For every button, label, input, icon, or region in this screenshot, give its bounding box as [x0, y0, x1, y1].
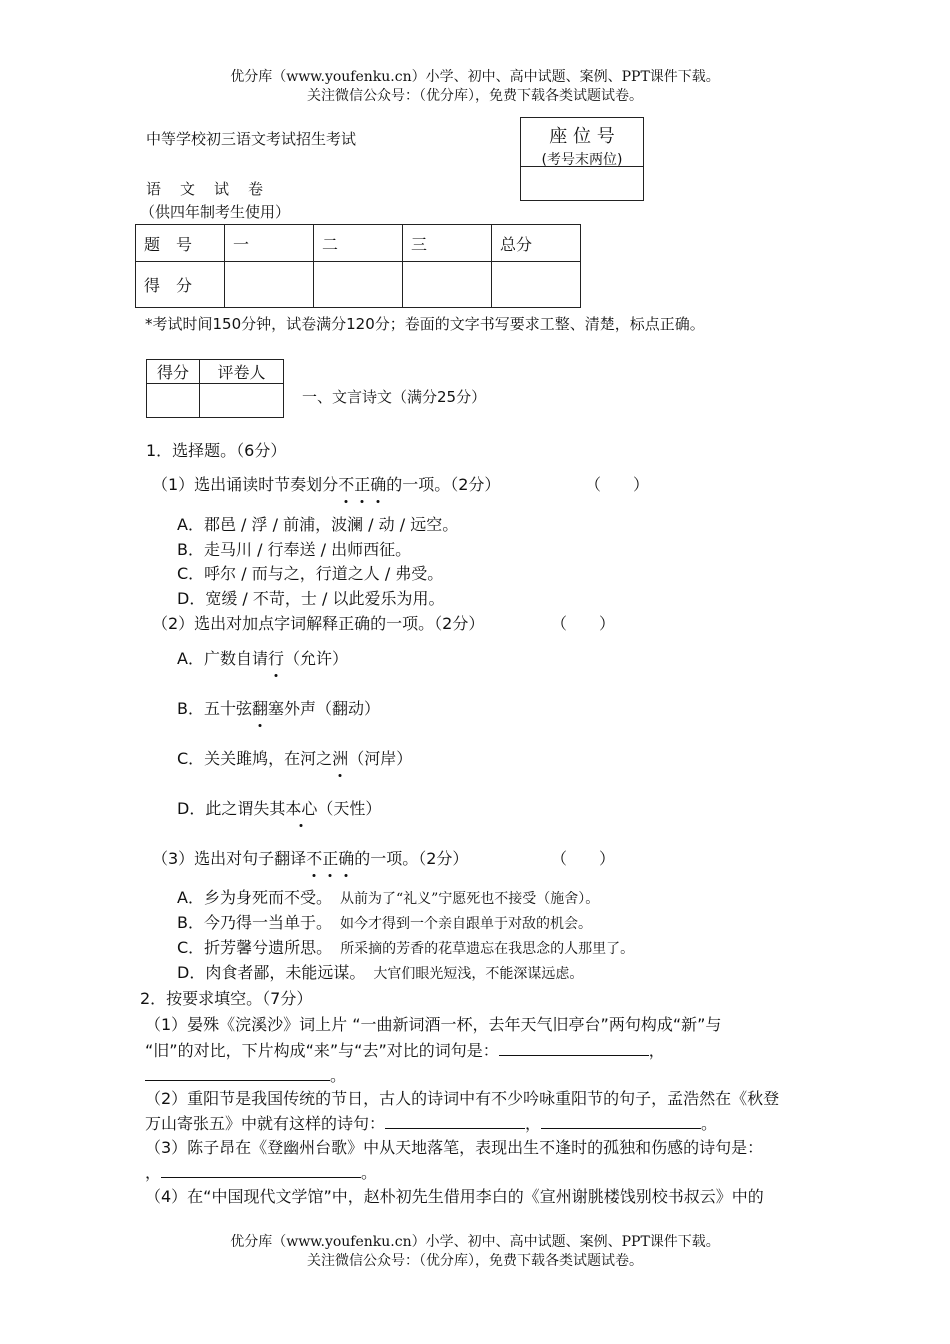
option-c: C．关关雎鸠，在河之洲（河岸）: [177, 746, 412, 769]
answer-paren[interactable]: （ ）: [551, 849, 616, 868]
option-b: B．走马川 / 行奉送 / 出师西征。: [177, 540, 412, 559]
score-cell[interactable]: [492, 262, 581, 308]
translation-text: 从前为了“礼义”宁愿死也不接受（施舍）。: [339, 891, 600, 907]
option-d: D．此之谓失其本心（天性）: [177, 796, 381, 819]
q2-item-2-line-1: （2）重阳节是我国传统的节日，古人的诗词中有不少吟咏重阳节的句子，孟浩然在《秋登: [145, 1089, 780, 1108]
header-line-1: 优分库（www.youfenku.cn）小学、初中、高中试题、案例、PPT课件下载。: [230, 69, 720, 85]
option-d: D．肉食者鄙，未能远谋。 大官们眼光短浅，不能深谋远虑。: [177, 963, 584, 982]
q2-item-1-line-1: （1）晏殊《浣溪沙》词上片 “一曲新词酒一杯，去年天气旧亭台”两句构成“新”与: [145, 1015, 722, 1034]
q2-item-1-line-3: 。: [145, 1063, 346, 1086]
score-row-label: 得 分: [136, 262, 225, 308]
prompt-text: （1）选出诵读时节奏划分: [152, 475, 339, 494]
dotted-char: 不: [306, 846, 322, 869]
seat-sublabel: (考号末两位): [541, 152, 623, 168]
q2-item-2-line-2: 万山寄张五》中就有这样的诗句： ， 。: [145, 1114, 718, 1133]
q2-item-4-line-1: （4）在“中国现代文学馆”中，赵朴初先生借用李白的《宣州谢朓楼饯别校书叔云》中的: [145, 1187, 764, 1206]
option-d: D．宽缓 / 不苛，士 / 以此爱乐为用。: [177, 589, 445, 608]
dotted-char: 确: [370, 472, 386, 495]
score-cell[interactable]: [314, 262, 403, 308]
seat-label: 座 位 号: [549, 126, 615, 147]
score-header-cell: 二: [314, 225, 403, 262]
exam-instructions: *考试时间150分钟，试卷满分120分；卷面的文字书写要求工整、清楚，标点正确。: [145, 315, 705, 333]
prompt-text: 的一项。（2分）: [354, 849, 469, 868]
q1-part-1-prompt: [152, 472, 500, 495]
translation-text: 如今才得到一个亲自跟单于对敌的机会。: [339, 916, 592, 932]
seat-number-box: [520, 117, 644, 201]
score-header-cell: 一: [225, 225, 314, 262]
dotted-char: 正: [322, 846, 338, 869]
grader-score-cell[interactable]: [147, 384, 200, 418]
dotted-char: 翻: [252, 696, 268, 719]
translation-text: 大官们眼光短浅，不能深谋远虑。: [373, 966, 584, 982]
option-a: A．乡为身死而不受。 从前为了“礼义”宁愿死也不接受（施舍）。: [177, 888, 600, 907]
answer-paren[interactable]: （ ）: [585, 475, 650, 494]
translation-text: 所采摘的芳香的花草遗忘在我思念的人那里了。: [340, 941, 635, 957]
dotted-char: 洲: [332, 746, 348, 769]
score-header-cell: 总分: [492, 225, 581, 262]
dotted-char: 正: [354, 472, 370, 495]
score-cell[interactable]: [225, 262, 314, 308]
option-c: C．呼尔 / 而与之，行道之人 / 弗受。: [177, 564, 444, 583]
usage-note: （供四年制考生使用）: [140, 203, 291, 221]
question-1-title: 1．选择题。（6分）: [146, 441, 287, 460]
option-b: B．今乃得一当单于。 如今才得到一个亲自跟单于对敌的机会。: [177, 913, 592, 932]
option-a: A．广数自请行（允许）: [177, 646, 348, 669]
score-header-cell: 三: [403, 225, 492, 262]
option-c: C．折芳馨兮遗所思。 所采摘的芳香的花草遗忘在我思念的人那里了。: [177, 938, 635, 957]
header-line-2: 关注微信公众号：（优分库），免费下载各类试题试卷。: [307, 88, 643, 104]
dotted-char: 行: [268, 646, 284, 669]
q1-part-3-prompt: [152, 846, 468, 869]
dotted-char: 本心: [285, 796, 317, 819]
answer-paren[interactable]: （ ）: [551, 614, 616, 633]
score-table-header-row: [136, 225, 581, 262]
school-title: 中等学校初三语文考试招生考试: [146, 130, 357, 148]
grader-name-cell[interactable]: [200, 384, 284, 418]
prompt-text: （3）选出对句子翻译: [152, 849, 307, 868]
prompt-text: 的一项。（2分）: [386, 475, 501, 494]
score-cell[interactable]: [403, 262, 492, 308]
grader-name-label: 评卷人: [200, 360, 284, 384]
q2-item-3-line-2: ， 。: [145, 1163, 378, 1182]
subject-title: 语 文 试 卷: [146, 180, 266, 198]
score-table: [135, 224, 581, 308]
score-table-score-row: [136, 262, 581, 308]
option-b: B．五十弦翻塞外声（翻动）: [177, 696, 380, 719]
q1-part-2-prompt: （2）选出对加点字词解释正确的一项。（2分）: [152, 614, 485, 633]
answer-blank[interactable]: [385, 1114, 525, 1129]
score-header-cell: 题 号: [136, 225, 225, 262]
footer-line-1: 优分库（www.youfenku.cn）小学、初中、高中试题、案例、PPT课件下载。: [230, 1234, 720, 1250]
grader-table: [146, 359, 284, 418]
footer-line-2: 关注微信公众号：（优分库），免费下载各类试题试卷。: [307, 1253, 643, 1269]
answer-blank[interactable]: [541, 1114, 701, 1129]
answer-blank[interactable]: [161, 1163, 361, 1178]
dotted-char: 不: [338, 472, 354, 495]
q2-item-3-line-1: （3）陈子昂在《登幽州台歌》中从天地落笔，表现出生不逢时的孤独和伤感的诗句是：: [145, 1138, 764, 1157]
grader-score-label: 得分: [147, 360, 200, 384]
section-1-title: 一、文言诗文（满分25分）: [302, 388, 487, 406]
answer-blank[interactable]: [145, 1066, 330, 1081]
option-a: A．郡邑 / 浮 / 前浦，波澜 / 动 / 远空。: [177, 515, 459, 534]
question-2-title: 2．按要求填空。（7分）: [140, 989, 313, 1008]
q2-item-1-line-2: “旧”的对比，下片构成“来”与“去”对比的词句是： ，: [145, 1041, 665, 1060]
seat-number-field[interactable]: [521, 167, 643, 200]
answer-blank[interactable]: [499, 1041, 649, 1056]
dotted-char: 确: [338, 846, 354, 869]
